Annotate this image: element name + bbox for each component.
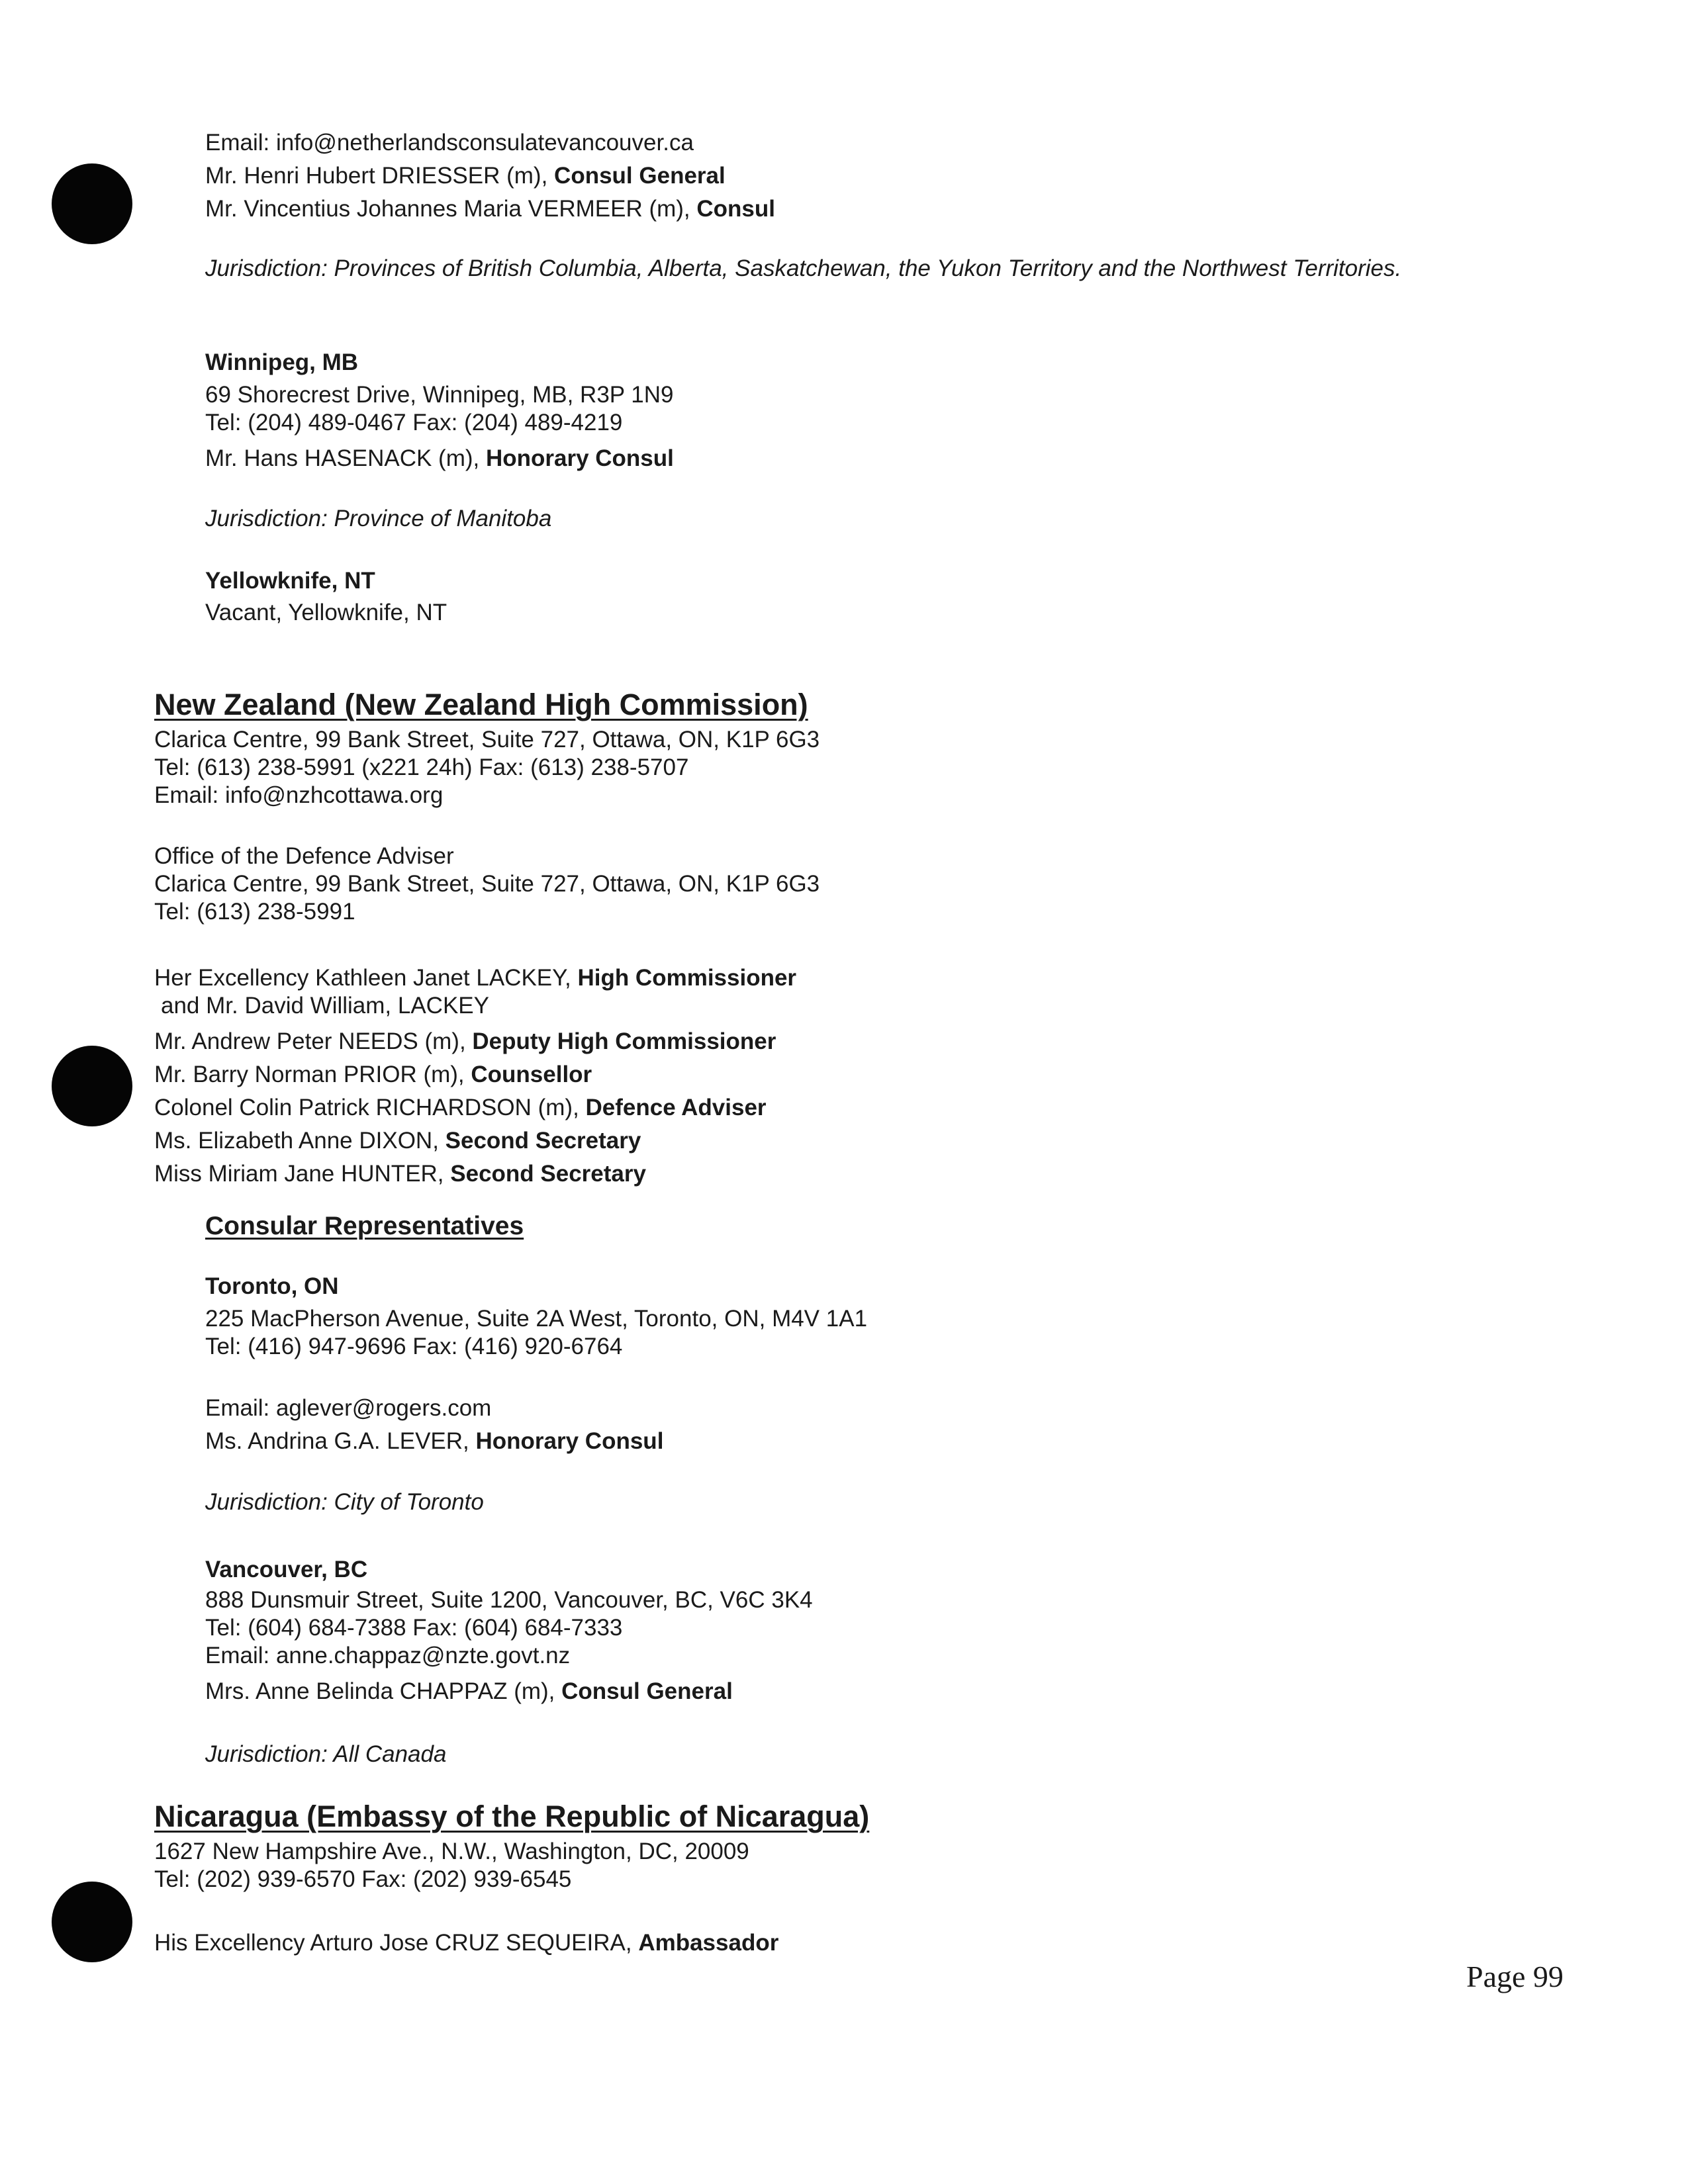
official-line: Mr. Hans HASENACK (m), Honorary Consul	[205, 445, 674, 471]
city-heading-toronto: Toronto, ON	[205, 1273, 339, 1299]
official-line: Her Excellency Kathleen Janet LACKEY, High Commissioner	[154, 965, 797, 991]
tel-line: Tel: (613) 238-5991 (x221 24h) Fax: (613) 238-5707	[154, 754, 689, 780]
address-line: Vacant, Yellowknife, NT	[205, 600, 447, 625]
consular-representatives-heading: Consular Representatives	[205, 1212, 524, 1240]
punch-hole-top	[52, 163, 132, 244]
email-line: Email: info@nzhcottawa.org	[154, 782, 444, 808]
punch-hole-middle	[52, 1046, 132, 1126]
official-line: Mr. Andrew Peter NEEDS (m), Deputy High Commissioner	[154, 1028, 776, 1054]
country-heading-new-zealand: New Zealand (New Zealand High Commission)	[154, 688, 808, 721]
city-heading-winnipeg: Winnipeg, MB	[205, 349, 359, 375]
address-line: Clarica Centre, 99 Bank Street, Suite 727, Ottawa, ON, K1P 6G3	[154, 727, 820, 752]
jurisdiction-text: Jurisdiction: Province of Manitoba	[205, 506, 552, 531]
official-line: Mr. Barry Norman PRIOR (m), Counsellor	[154, 1062, 592, 1087]
address-line: 225 MacPherson Avenue, Suite 2A West, Toronto, ON, M4V 1A1	[205, 1306, 868, 1332]
address-line: 888 Dunsmuir Street, Suite 1200, Vancouver, BC, V6C 3K4	[205, 1587, 813, 1613]
tel-line: Tel: (202) 939-6570 Fax: (202) 939-6545	[154, 1866, 572, 1892]
address-line: 69 Shorecrest Drive, Winnipeg, MB, R3P 1N9	[205, 382, 674, 408]
country-heading-nicaragua: Nicaragua (Embassy of the Republic of Nicaragua)	[154, 1799, 870, 1833]
official-line: Miss Miriam Jane HUNTER, Second Secretary	[154, 1161, 646, 1187]
official-line: Mr. Vincentius Johannes Maria VERMEER (m), Consul	[205, 196, 775, 222]
tel-line: Tel: (613) 238-5991	[154, 899, 355, 925]
official-line: His Excellency Arturo Jose CRUZ SEQUEIRA, Ambassador	[154, 1930, 779, 1956]
jurisdiction-text: Jurisdiction: All Canada	[205, 1741, 447, 1767]
tel-line: Tel: (604) 684-7388 Fax: (604) 684-7333	[205, 1615, 623, 1641]
punch-hole-bottom	[52, 1882, 132, 1962]
address-line: Clarica Centre, 99 Bank Street, Suite 727, Ottawa, ON, K1P 6G3	[154, 871, 820, 897]
netherlands-vancouver-email: Email: info@netherlandsconsulatevancouver.ca	[205, 130, 694, 156]
city-heading-yellowknife: Yellowknife, NT	[205, 568, 375, 594]
official-line: Ms. Elizabeth Anne DIXON, Second Secretary	[154, 1128, 641, 1154]
address-line: 1627 New Hampshire Ave., N.W., Washington, DC, 20009	[154, 1839, 749, 1864]
tel-line: Tel: (204) 489-0467 Fax: (204) 489-4219	[205, 410, 623, 435]
city-heading-vancouver: Vancouver, BC	[205, 1557, 368, 1582]
official-line: Colonel Colin Patrick RICHARDSON (m), Defence Adviser	[154, 1095, 767, 1120]
defence-office-label: Office of the Defence Adviser	[154, 843, 454, 869]
official-line: Mr. Henri Hubert DRIESSER (m), Consul General	[205, 163, 726, 189]
official-line: Mrs. Anne Belinda CHAPPAZ (m), Consul General	[205, 1678, 733, 1704]
tel-line: Tel: (416) 947-9696 Fax: (416) 920-6764	[205, 1334, 623, 1359]
email-line: Email: anne.chappaz@nzte.govt.nz	[205, 1643, 571, 1668]
email-line: Email: aglever@rogers.com	[205, 1395, 492, 1421]
jurisdiction-text: Jurisdiction: Provinces of British Columbia, Alberta, Saskatchewan, the Yukon Territory and the Northwest Territories.	[205, 255, 1402, 281]
official-line: Ms. Andrina G.A. LEVER, Honorary Consul	[205, 1428, 664, 1454]
jurisdiction-text: Jurisdiction: City of Toronto	[205, 1489, 484, 1515]
page-number: Page 99	[1466, 1960, 1564, 1993]
spouse-line: and Mr. David William, LACKEY	[161, 993, 489, 1019]
